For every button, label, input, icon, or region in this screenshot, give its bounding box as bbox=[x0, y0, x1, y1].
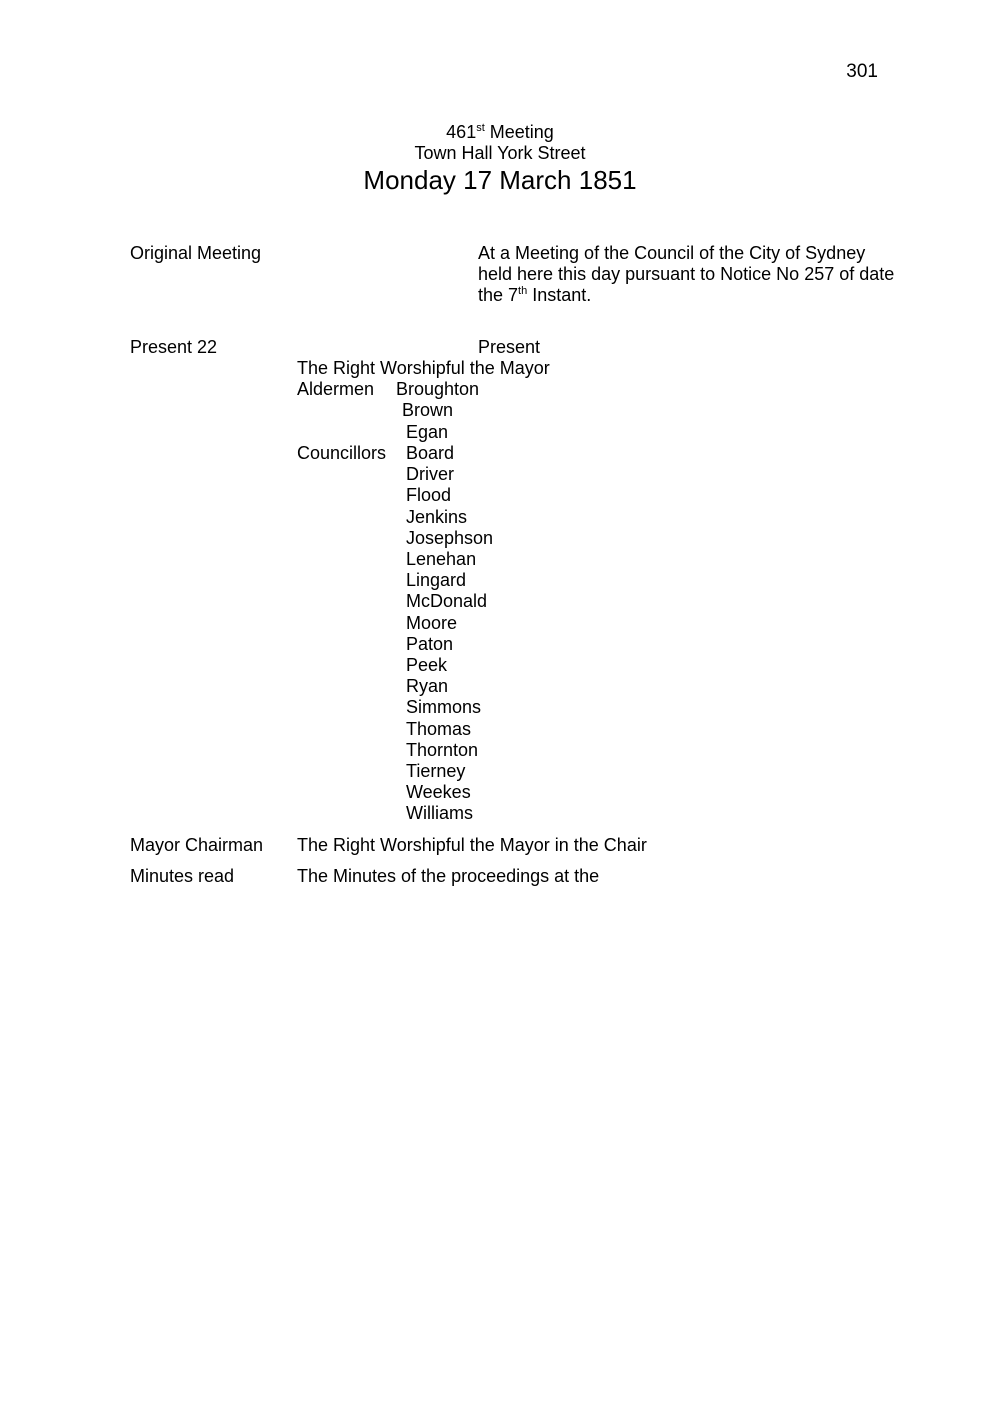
councillor-name: Ryan bbox=[406, 676, 449, 697]
councillor-name: Weekes bbox=[406, 782, 471, 803]
margin-note-original-meeting: Original Meeting bbox=[130, 243, 262, 263]
councillors-list bbox=[406, 443, 493, 825]
councillor-name: Peek bbox=[406, 655, 448, 676]
chair-statement: The Right Worshipful the Mayor in the Chair bbox=[297, 835, 647, 855]
intro-line bbox=[478, 285, 894, 306]
alderman-name: Broughton bbox=[396, 379, 480, 399]
councillor-name: Thomas bbox=[406, 718, 472, 739]
councillors-label: Councillors bbox=[297, 443, 387, 463]
ordinal-suffix: th bbox=[518, 285, 528, 297]
present-heading: Present bbox=[478, 337, 541, 357]
meeting-number bbox=[0, 122, 1000, 143]
councillor-name: Tierney bbox=[406, 761, 466, 782]
councillor-name: Driver bbox=[406, 464, 454, 485]
margin-note-minutes-read: Minutes read bbox=[130, 866, 235, 886]
aldermen-label: Aldermen bbox=[297, 379, 375, 399]
mayor-present: The Right Worshipful the Mayor bbox=[297, 358, 550, 378]
councillor-name: Williams bbox=[406, 803, 473, 824]
councillor-name: Flood bbox=[406, 485, 452, 506]
page-number: 301 bbox=[846, 61, 878, 82]
meeting-number-suffix: st bbox=[476, 122, 485, 134]
councillor-name: Lingard bbox=[406, 570, 467, 591]
councillor-name: Josephson bbox=[406, 527, 494, 548]
meeting-date: Monday 17 March 1851 bbox=[363, 165, 637, 195]
councillor-name: Thornton bbox=[406, 739, 479, 760]
minutes-statement: The Minutes of the proceedings at the bbox=[297, 866, 600, 886]
meeting-word: Meeting bbox=[484, 122, 554, 142]
councillor-name: Paton bbox=[406, 633, 454, 654]
intro-line-text: Instant. bbox=[527, 285, 592, 305]
councillor-name: Simmons bbox=[406, 697, 482, 718]
councillor-name: Lenehan bbox=[406, 549, 477, 570]
councillor-name: McDonald bbox=[406, 591, 488, 612]
intro-line-text: the 7 bbox=[478, 285, 519, 305]
councillor-name: Moore bbox=[406, 612, 458, 633]
alderman-name: Brown bbox=[402, 400, 454, 421]
intro-line: held here this day pursuant to Notice No 257 of date bbox=[478, 264, 895, 284]
intro-paragraph bbox=[478, 243, 894, 306]
margin-note-present: Present 22 bbox=[130, 337, 218, 357]
intro-line: At a Meeting of the Council of the City of Sydney bbox=[478, 243, 866, 263]
councillor-name: Jenkins bbox=[406, 506, 468, 527]
councillor-name: Board bbox=[406, 443, 455, 463]
meeting-venue: Town Hall York Street bbox=[414, 143, 586, 163]
alderman-name: Egan bbox=[406, 421, 449, 442]
margin-note-mayor-chairman: Mayor Chairman bbox=[130, 835, 264, 855]
aldermen-list bbox=[396, 379, 479, 443]
meeting-number-value: 461 bbox=[446, 122, 477, 142]
